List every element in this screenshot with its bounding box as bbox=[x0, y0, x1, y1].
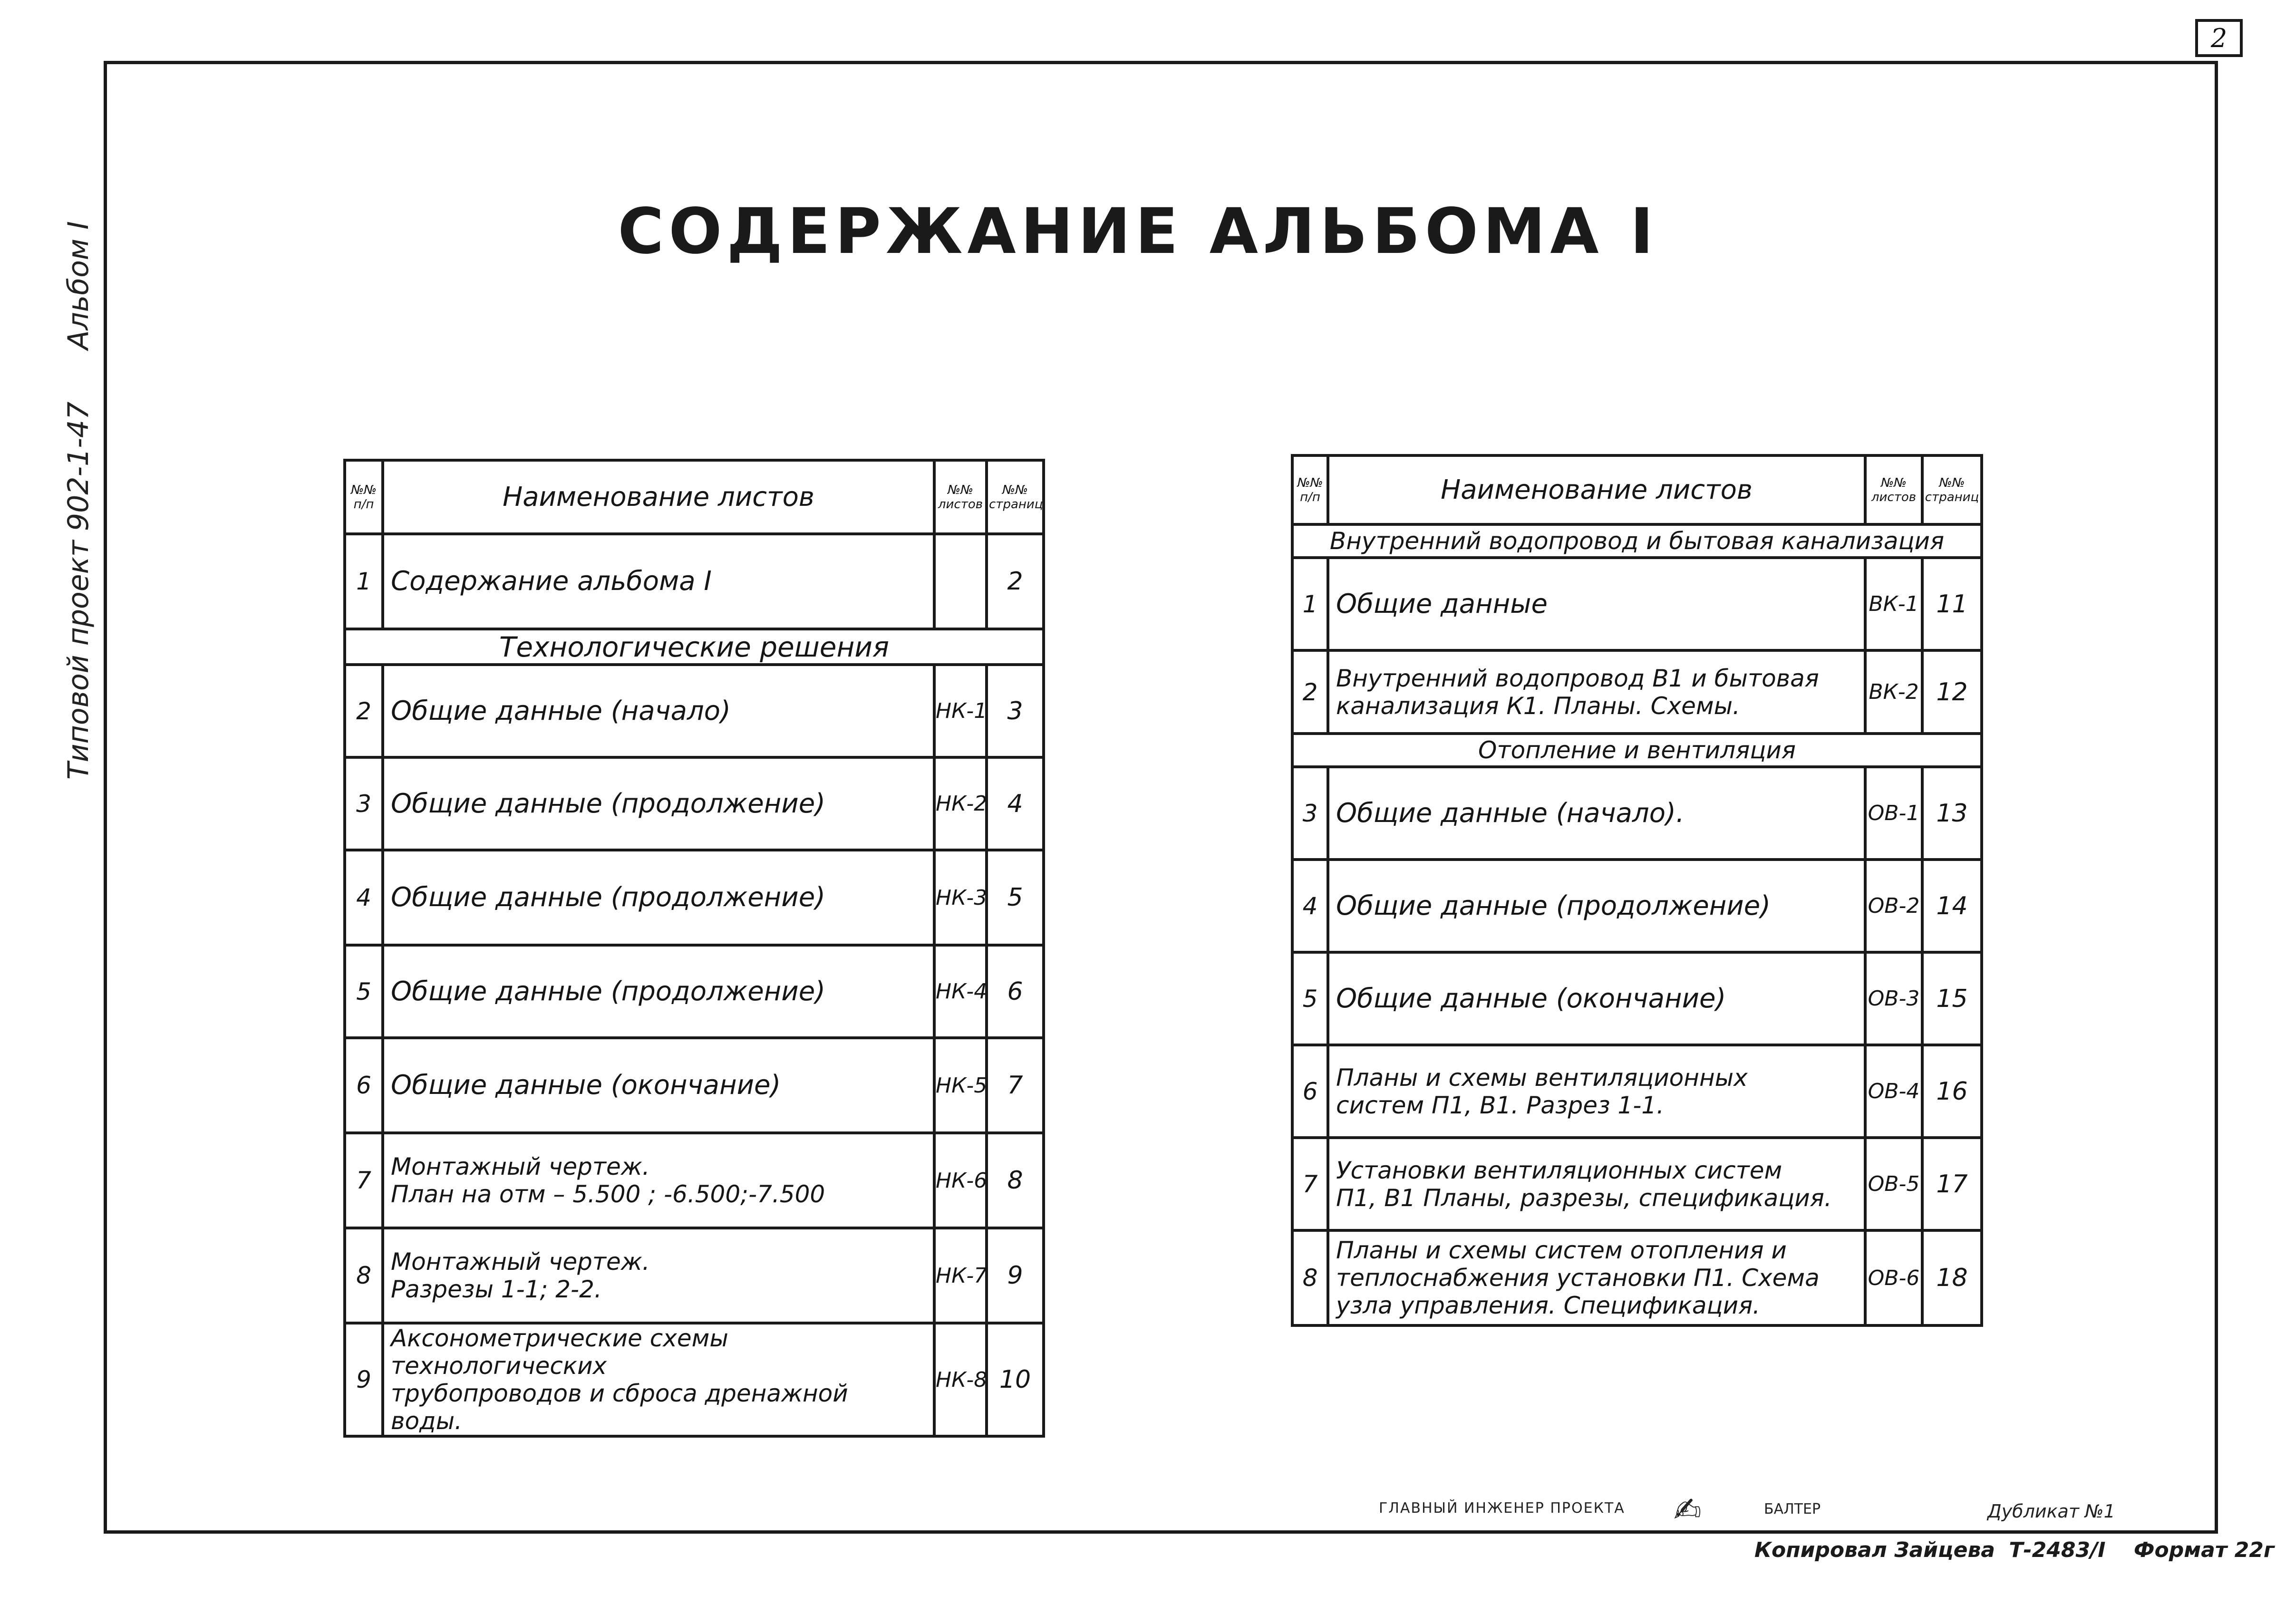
page-count: 14 bbox=[1922, 860, 1982, 952]
sheet-code: НК-7 bbox=[934, 1228, 987, 1323]
page-count: 5 bbox=[987, 850, 1044, 945]
section-title: Внутренний водопровод и бытовая канализация bbox=[1292, 524, 1982, 558]
section-row bbox=[345, 629, 1044, 665]
sheet-name-line: трубопроводов и сброса дренажной воды. bbox=[391, 1380, 848, 1435]
page-count: 15 bbox=[1922, 952, 1982, 1045]
page-count: 2 bbox=[987, 534, 1044, 629]
row-number: 4 bbox=[345, 850, 383, 945]
row-number: 5 bbox=[345, 945, 383, 1038]
row-number: 5 bbox=[1292, 952, 1328, 1045]
sheet-name bbox=[1328, 558, 1865, 650]
row-number: 1 bbox=[345, 534, 383, 629]
sheet-name bbox=[1328, 1230, 1865, 1325]
sheet-code: ОВ-5 bbox=[1865, 1138, 1922, 1230]
page-count: 11 bbox=[1922, 558, 1982, 650]
row-number: 7 bbox=[1292, 1138, 1328, 1230]
page-count: 9 bbox=[987, 1228, 1044, 1323]
section-title: Технологические решения bbox=[345, 629, 1044, 665]
sheet-code: НК-5 bbox=[934, 1038, 987, 1133]
sheet-name-line: Общие данные (окончание) bbox=[1336, 983, 1726, 1014]
header-sheet: №№ листов bbox=[1865, 455, 1922, 524]
sheet-name bbox=[1328, 1045, 1865, 1138]
sheet-name-line: Общие данные (окончание) bbox=[391, 1070, 781, 1101]
table-row bbox=[1292, 558, 1982, 650]
page-count: 13 bbox=[1922, 767, 1982, 860]
table-row bbox=[1292, 767, 1982, 860]
page-count: 8 bbox=[987, 1133, 1044, 1228]
sheet-code: НК-3 bbox=[934, 850, 987, 945]
page-number: 2 bbox=[2195, 19, 2243, 57]
sheet-code: ОВ-4 bbox=[1865, 1045, 1922, 1138]
sheet-code: ОВ-1 bbox=[1865, 767, 1922, 860]
contents-table-left bbox=[343, 459, 1045, 1438]
side-label bbox=[62, 178, 95, 780]
sheet-name-line: П1, В1 Планы, разрезы, спецификация. bbox=[1336, 1184, 1832, 1212]
album-label: Альбом I bbox=[62, 221, 95, 350]
sheet-name-line: Аксонометрические схемы технологических bbox=[391, 1324, 728, 1380]
table-header bbox=[345, 460, 1044, 534]
sheet-name bbox=[383, 1133, 934, 1228]
row-number: 6 bbox=[345, 1038, 383, 1133]
signature-role: ГЛАВНЫЙ ИНЖЕНЕР ПРОЕКТА bbox=[1379, 1500, 1625, 1517]
sheet-name-line: канализация К1. Планы. Схемы. bbox=[1336, 692, 1740, 720]
table-row bbox=[1292, 1045, 1982, 1138]
header-pages: №№ страниц bbox=[987, 460, 1044, 534]
page-count: 7 bbox=[987, 1038, 1044, 1133]
table-row bbox=[345, 757, 1044, 850]
sheet-name-line: Внутренний водопровод В1 и бытовая bbox=[1336, 664, 1819, 692]
duplicate-label: Дубликат №1 bbox=[1987, 1501, 2115, 1522]
table-row bbox=[345, 665, 1044, 757]
row-number: 1 bbox=[1292, 558, 1328, 650]
section-row bbox=[1292, 524, 1982, 558]
sheet-code: НК-2 bbox=[934, 757, 987, 850]
sheet-name bbox=[383, 945, 934, 1038]
table-row bbox=[1292, 952, 1982, 1045]
signature-name: БАЛТЕР bbox=[1764, 1501, 1821, 1518]
sheet-code: НК-1 bbox=[934, 665, 987, 757]
section-row bbox=[1292, 734, 1982, 767]
sheet-name bbox=[383, 534, 934, 629]
sheet-name bbox=[383, 1323, 934, 1436]
sheet-name-line: Общие данные bbox=[1336, 588, 1548, 619]
format-label: Формат 22г bbox=[2133, 1538, 2275, 1562]
header-name: Наименование листов bbox=[1328, 455, 1865, 524]
sheet-name bbox=[1328, 767, 1865, 860]
row-number: 8 bbox=[1292, 1230, 1328, 1325]
sheet-name-line: Общие данные (начало) bbox=[391, 695, 731, 726]
document-code: Т-2483/I bbox=[2009, 1538, 2106, 1562]
sheet-name-line: Разрезы 1-1; 2-2. bbox=[391, 1276, 602, 1303]
sheet-code: ВК-1 bbox=[1865, 558, 1922, 650]
sheet-name bbox=[1328, 1138, 1865, 1230]
sheet-code: ОВ-3 bbox=[1865, 952, 1922, 1045]
table-row bbox=[1292, 1230, 1982, 1325]
contents-table-right bbox=[1291, 454, 1983, 1327]
table-header bbox=[1292, 455, 1982, 524]
page-count: 4 bbox=[987, 757, 1044, 850]
sheet-code: НК-8 bbox=[934, 1323, 987, 1436]
sheet-name bbox=[1328, 650, 1865, 734]
sheet-name-line: Содержание альбома I bbox=[391, 566, 712, 597]
table-row bbox=[345, 850, 1044, 945]
sheet-name-line: Общие данные (начало). bbox=[1336, 797, 1685, 829]
sheet-name-line: Монтажный чертеж. bbox=[391, 1248, 650, 1276]
sheet-name-line: Установки вентиляционных систем bbox=[1336, 1156, 1782, 1184]
page-count: 16 bbox=[1922, 1045, 1982, 1138]
page-count: 3 bbox=[987, 665, 1044, 757]
row-number: 8 bbox=[345, 1228, 383, 1323]
header-num: №№ п/п bbox=[345, 460, 383, 534]
table-row bbox=[1292, 860, 1982, 952]
sheet-name-line: Планы и схемы вентиляционных bbox=[1336, 1063, 1748, 1092]
row-number: 7 bbox=[345, 1133, 383, 1228]
section-title: Отопление и вентиляция bbox=[1292, 734, 1982, 767]
sheet-code: ОВ-6 bbox=[1865, 1230, 1922, 1325]
sheet-code: ВК-2 bbox=[1865, 650, 1922, 734]
table-row bbox=[345, 1228, 1044, 1323]
page-count: 18 bbox=[1922, 1230, 1982, 1325]
project-label: Типовой проект 902-1-47 bbox=[62, 401, 95, 780]
row-number: 9 bbox=[345, 1323, 383, 1436]
row-number: 2 bbox=[1292, 650, 1328, 734]
sheet-name bbox=[383, 757, 934, 850]
signature-block bbox=[1379, 1490, 2211, 1533]
row-number: 3 bbox=[1292, 767, 1328, 860]
sheet-name bbox=[1328, 952, 1865, 1045]
copied-by: Копировал Зайцева bbox=[1754, 1538, 1995, 1562]
sheet-code: НК-6 bbox=[934, 1133, 987, 1228]
sheet-name-line: теплоснабжения установки П1. Схема bbox=[1336, 1264, 1820, 1292]
sheet-name-line: Монтажный чертеж. bbox=[391, 1153, 650, 1180]
table-row bbox=[1292, 1138, 1982, 1230]
table-row bbox=[345, 1323, 1044, 1436]
page-count: 10 bbox=[987, 1323, 1044, 1436]
sheet-name bbox=[383, 1038, 934, 1133]
sheet-name-line: Общие данные (продолжение) bbox=[391, 882, 825, 913]
header-pages: №№ страниц bbox=[1922, 455, 1982, 524]
sheet-name-line: План на отм – 5.500 ; -6.500;-7.500 bbox=[391, 1180, 825, 1208]
header-name: Наименование листов bbox=[383, 460, 934, 534]
row-number: 6 bbox=[1292, 1045, 1328, 1138]
sheet-name bbox=[383, 850, 934, 945]
sheet-code: НК-4 bbox=[934, 945, 987, 1038]
table-row bbox=[1292, 650, 1982, 734]
table-row bbox=[345, 945, 1044, 1038]
page-count: 12 bbox=[1922, 650, 1982, 734]
table-row bbox=[345, 534, 1044, 629]
page-count: 6 bbox=[987, 945, 1044, 1038]
sheet-name bbox=[383, 665, 934, 757]
sheet-name-line: систем П1, В1. Разрез 1-1. bbox=[1336, 1091, 1664, 1119]
sheet-name bbox=[1328, 860, 1865, 952]
header-num: №№ п/п bbox=[1292, 455, 1328, 524]
row-number: 2 bbox=[345, 665, 383, 757]
signature-mark: ✍ bbox=[1674, 1490, 1702, 1529]
row-number: 3 bbox=[345, 757, 383, 850]
page-title: СОДЕРЖАНИЕ АЛЬБОМА I bbox=[618, 195, 1658, 268]
footer bbox=[1754, 1538, 2275, 1581]
sheet-name-line: Общие данные (продолжение) bbox=[391, 976, 825, 1007]
table-row bbox=[345, 1038, 1044, 1133]
sheet-name-line: Общие данные (продолжение) bbox=[391, 788, 825, 819]
table-row bbox=[345, 1133, 1044, 1228]
row-number: 4 bbox=[1292, 860, 1328, 952]
sheet-name-line: узла управления. Спецификация. bbox=[1336, 1292, 1761, 1319]
sheet-name-line: Планы и схемы систем отопления и bbox=[1336, 1237, 1787, 1264]
sheet-code: ОВ-2 bbox=[1865, 860, 1922, 952]
sheet-code bbox=[934, 534, 987, 629]
header-sheet: №№ листов bbox=[934, 460, 987, 534]
page-count: 17 bbox=[1922, 1138, 1982, 1230]
sheet-name-line: Общие данные (продолжение) bbox=[1336, 890, 1771, 921]
sheet-name bbox=[383, 1228, 934, 1323]
